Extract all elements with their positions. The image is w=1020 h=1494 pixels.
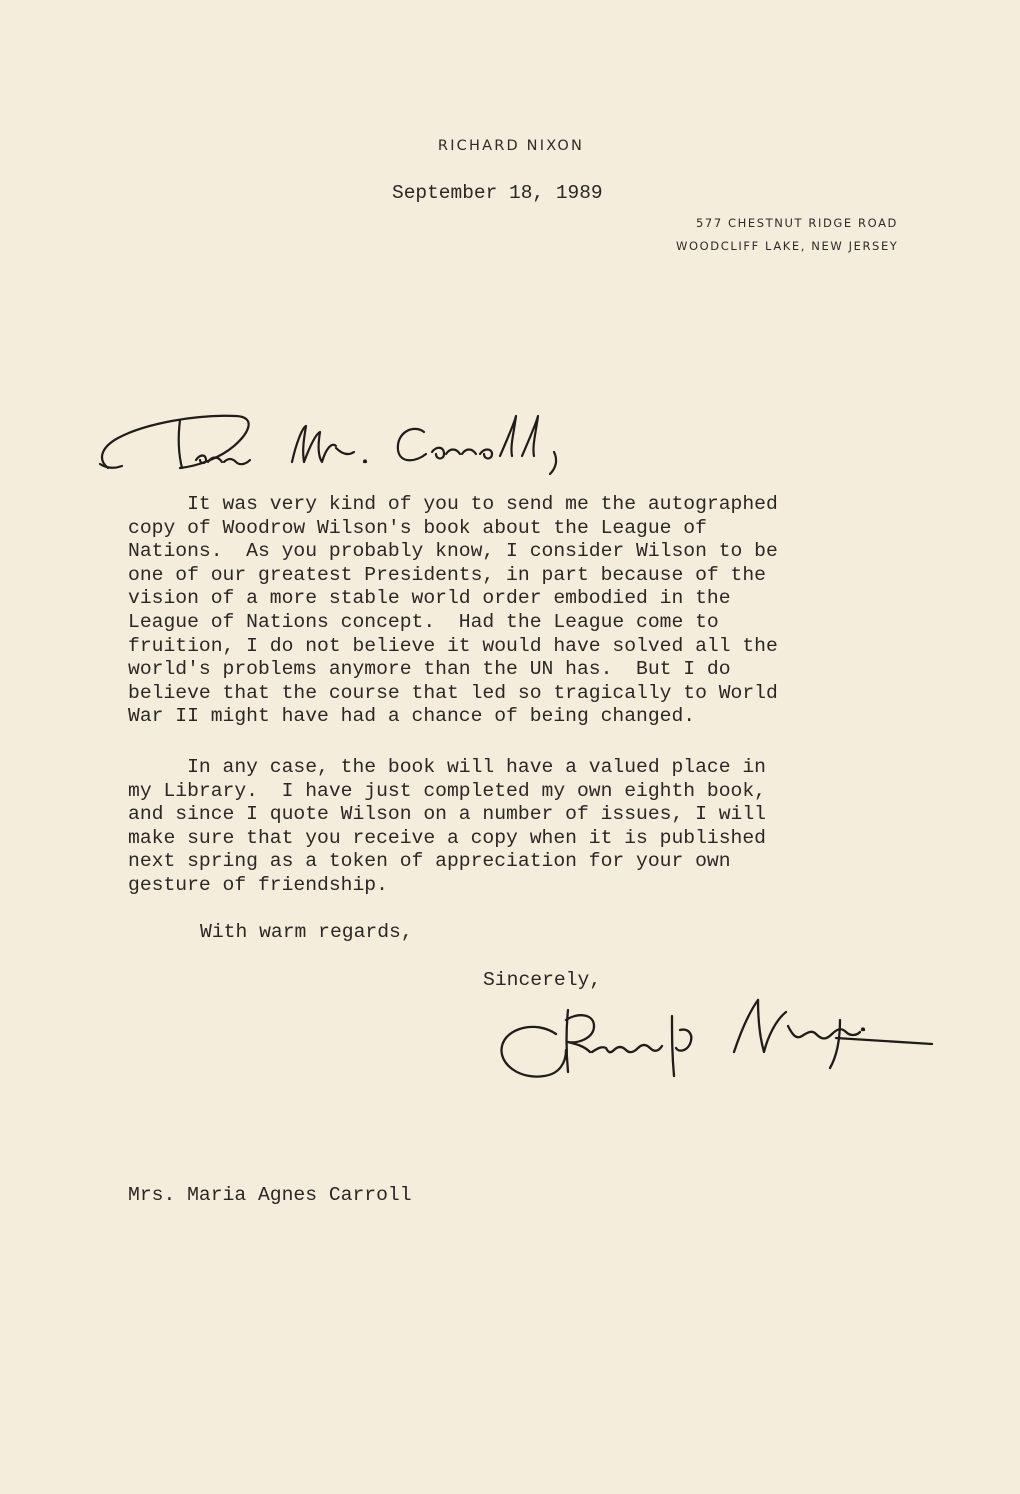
paragraph-1 <box>128 493 928 729</box>
paragraph-1-line: fruition, I do not believe it would have solved all the <box>128 634 778 657</box>
paragraph-2 <box>128 756 928 898</box>
paragraph-1-line: It was very kind of you to send me the autographed <box>128 493 778 515</box>
paragraph-2-line: and since I quote Wilson on a number of issues, I will <box>128 803 766 826</box>
paragraph-1-line: copy of Woodrow Wilson's book about the League of <box>128 516 707 539</box>
handwritten-salutation <box>96 402 586 482</box>
paragraph-1-line: believe that the course that led so tragically to World <box>128 681 778 704</box>
handwritten-signature <box>496 990 936 1090</box>
address-line-1: 577 CHESTNUT RIDGE ROAD <box>696 216 899 230</box>
paragraph-2-line: In any case, the book will have a valued place in <box>128 756 766 778</box>
paragraph-1-line: League of Nations concept. Had the League come to <box>128 610 719 633</box>
paragraph-1-line: War II might have had a chance of being changed. <box>128 705 696 728</box>
paragraph-2-line: my Library. I have just completed my own eighth book, <box>128 779 766 802</box>
paragraph-1-line: one of our greatest Presidents, in part because of the <box>128 563 766 586</box>
letterhead-address <box>676 212 966 258</box>
paragraph-2-line: make sure that you receive a copy when it is published <box>128 826 766 849</box>
paragraph-1-line: vision of a more stable world order embodied in the <box>128 587 731 610</box>
paragraph-2-line: next spring as a token of appreciation for your own <box>128 850 731 873</box>
address-line-2: WOODCLIFF LAKE, NEW JERSEY <box>676 239 899 253</box>
letterhead-name <box>0 138 1020 154</box>
paragraph-1-line: world's problems anymore than the UN has. But I do <box>128 658 731 681</box>
closing-line: With warm regards, <box>200 921 413 943</box>
paragraph-2-line: gesture of friendship. <box>128 873 388 896</box>
paragraph-1-line: Nations. As you probably know, I consider Wilson to be <box>128 540 778 563</box>
recipient-name: Mrs. Maria Agnes Carroll <box>128 1184 412 1206</box>
letterhead-name-text: RICHARD NIXON <box>437 138 585 154</box>
sign-off: Sincerely, <box>483 969 602 991</box>
letter-date: September 18, 1989 <box>392 182 603 204</box>
